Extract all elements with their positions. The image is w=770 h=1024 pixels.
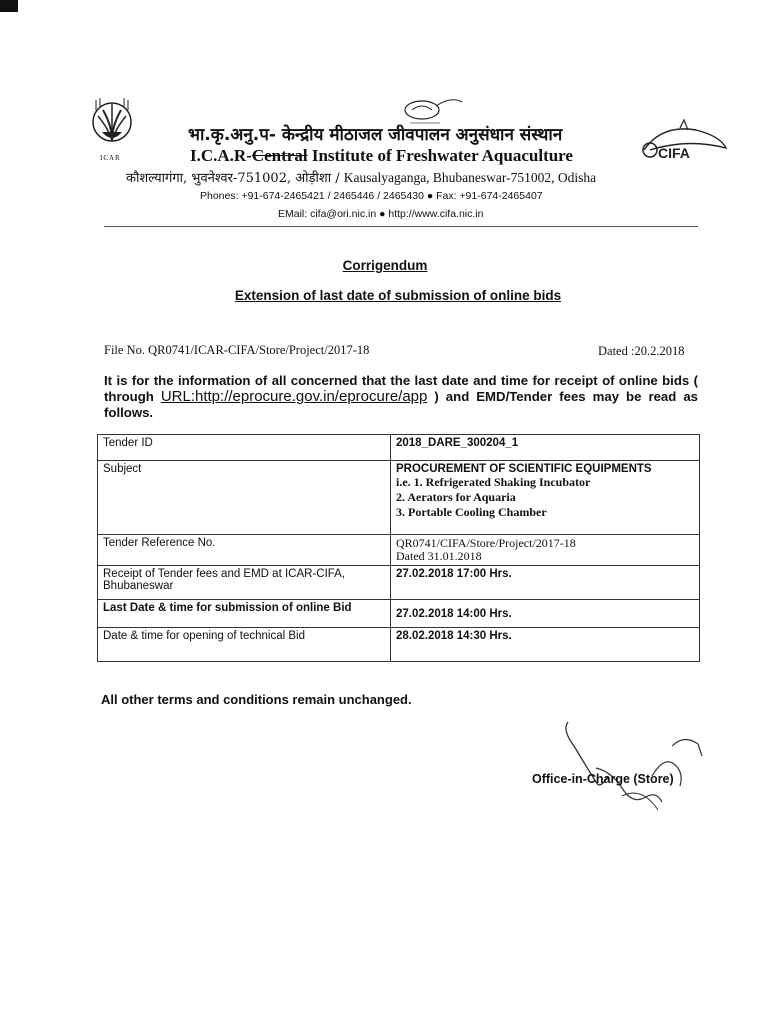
document-date: Dated :20.2.2018 (598, 344, 685, 358)
header-divider (104, 226, 698, 227)
table-row (98, 535, 700, 566)
file-number: File No. QR0741/ICAR-CIFA/Store/Project/2017-18 (104, 343, 370, 357)
institute-name-english (190, 146, 573, 166)
contact-phones: Phones: +91-674-2465421 / 2465446 / 2465430 ● Fax: +91-674-2465407 (200, 190, 543, 202)
letterhead (78, 92, 728, 232)
table-row (98, 435, 700, 461)
tender-ref-dated: Dated 31.01.2018 (396, 549, 482, 563)
tender-id-label: Tender ID (98, 435, 391, 461)
scan-corner-mark (0, 0, 18, 12)
subject-label: Subject (98, 461, 391, 535)
last-date-value: 27.02.2018 14:00 Hrs. (391, 600, 700, 628)
address-hindi: कौशल्यागंगा, भुवनेश्वर-751002, ओड़ीशा / (126, 171, 344, 186)
table-row (98, 461, 700, 535)
intro-paragraph: It is for the information of all concerned that the last date and time for receipt of online bids ( through URL:http://eprocure.gov.in/eprocure/app ) and EMD/Tender fees may be read as follows. (104, 373, 699, 420)
contact-email: EMail: cifa@ori.nic.in ● http://www.cifa.nic.in (278, 208, 484, 220)
title-rest: Institute of Freshwater Aquaculture (307, 146, 573, 165)
table-row (98, 600, 700, 628)
svg-text:CIFA: CIFA (658, 145, 690, 161)
table-row (98, 566, 700, 600)
icar-logo-icon (88, 96, 136, 156)
title-struck-word: Central (251, 146, 308, 165)
title-prefix: I.C.A.R- (190, 146, 252, 165)
eprocure-link[interactable]: URL:http://eprocure.gov.in/eprocure/app (160, 388, 428, 405)
closing-statement: All other terms and conditions remain unchanged. (101, 692, 412, 707)
tender-ref-number: QR0741/CIFA/Store/Project/2017-18 (396, 536, 576, 550)
receipt-label: Receipt of Tender fees and EMD at ICAR-CIFA, Bhubaneswar (98, 566, 391, 600)
tender-ref-label: Tender Reference No. (98, 535, 391, 566)
subject-value (391, 461, 700, 535)
handwritten-signature-icon (552, 716, 712, 826)
tender-details-table (97, 434, 700, 662)
table-row (98, 628, 700, 662)
cifa-logo-icon (640, 118, 730, 164)
last-date-label: Last Date & time for submission of online Bid (98, 600, 391, 628)
document-subtitle: Extension of last date of submission of online bids (234, 288, 562, 303)
receipt-value: 27.02.2018 17:00 Hrs. (391, 566, 700, 600)
opening-label: Date & time for opening of technical Bid (98, 628, 391, 662)
tender-ref-value (391, 535, 700, 566)
subject-heading: PROCUREMENT OF SCIENTIFIC EQUIPMENTS (396, 463, 652, 475)
subject-item: i.e. 1. Refrigerated Shaking Incubator (396, 475, 591, 489)
opening-value: 28.02.2018 14:30 Hrs. (391, 628, 700, 662)
icar-label: ICAR (100, 154, 121, 162)
institute-name-hindi: भा.कृ.अनु.प- केन्द्रीय मीठाजल जीवपालन अनुसंधान संस्थान (188, 125, 563, 145)
address-english: Kausalyaganga, Bhubaneswar-751002, Odisha (343, 170, 597, 185)
document-title: Corrigendum (342, 258, 428, 273)
subject-item: 2. Aerators for Aquaria (396, 490, 516, 504)
subject-item: 3. Portable Cooling Chamber (396, 505, 547, 519)
address (126, 168, 596, 186)
signatory-title: Office-in-Charge (Store) (532, 772, 674, 786)
tender-id-value: 2018_DARE_300204_1 (391, 435, 700, 461)
